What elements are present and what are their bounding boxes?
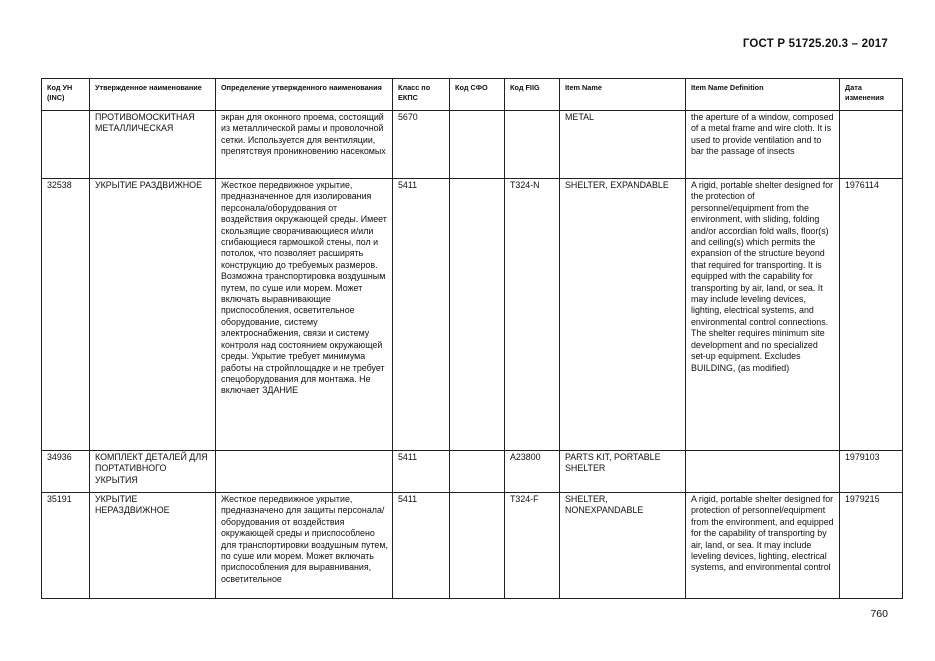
cell-name-ru: КОМПЛЕКТ ДЕТАЛЕЙ ДЛЯ ПОРТАТИВНОГО УКРЫТИЯ (90, 451, 216, 493)
cell-name-ru: УКРЫТИЕ НЕРАЗДВИЖНОЕ (90, 493, 216, 599)
col-header-fiig: Код FIIG (505, 79, 560, 111)
table-row (42, 451, 903, 493)
cell-definition-ru: Жесткое передвижное укрытие, предназначено для защиты персонала/оборудования от воздействия окружающей среды и приспособлено для транспортировки воздушным путем, по суше или морем. Может включать приспособления для выравнивания, осветительное (221, 494, 388, 584)
cell-fiig: T324-F (505, 493, 560, 599)
cell-ekps: 5411 (393, 451, 450, 493)
cell-inc: 32538 (42, 179, 90, 451)
cell-item-name: SHELTER, NONEXPANDABLE (560, 493, 686, 599)
cell-definition-ru (216, 451, 393, 493)
col-header-item-name: Item Name (560, 79, 686, 111)
catalog-table (41, 78, 903, 599)
cell-name-ru: ПРОТИВОМОСКИТНАЯ МЕТАЛЛИЧЕСКАЯ (90, 111, 216, 179)
cell-item-definition: A rigid, portable shelter designed for protection of personnel/equipment from the environment, and equipped for the capability of transporting by air, land, or sea. It may include leveling devices, lighting, electrical systems, and environmental control (691, 494, 834, 573)
cell-date: 1979215 (840, 493, 903, 599)
cell-inc: 34936 (42, 451, 90, 493)
cell-inc (42, 111, 90, 179)
table-row (42, 111, 903, 179)
cell-inc: 35191 (42, 493, 90, 599)
cell-ekps: 5411 (393, 179, 450, 451)
col-header-name-ru: Утвержденное наименование (90, 79, 216, 111)
cell-sfo (450, 179, 505, 451)
cell-definition-ru: экран для оконного проема, состоящий из металлической рамы и проволочной сетки. Используется для вентиляции, препятствуя проникновению насекомых (216, 111, 393, 179)
col-header-sfo: Код СФО (450, 79, 505, 111)
col-header-definition-ru: Определение утвержденного наименования (216, 79, 393, 111)
table-row (42, 493, 903, 599)
cell-ekps: 5670 (393, 111, 450, 179)
cell-item-definition: A rigid, portable shelter designed for the protection of personnel/equipment from the environment, with sliding, folding and/or accordian fold walls, floor(s) and ceiling(s) which permits the expansion of the structure beyond that required for transporting. It is equipped with the capability for transporting by air, land, or sea. It may include leveling devices, lighting, electrical systems, and environmental control connections. The shelter requires minimum site development and no specialized set-up equipment. Excludes BUILDING, (as modified) (686, 179, 840, 451)
cell-fiig: A23800 (505, 451, 560, 493)
cell-item-name: PARTS KIT, PORTABLE SHELTER (560, 451, 686, 493)
cell-name-ru: УКРЫТИЕ РАЗДВИЖНОЕ (90, 179, 216, 451)
col-header-item-definition: Item Name Definition (686, 79, 840, 111)
table-row (42, 179, 903, 451)
col-header-date: Дата изменения (840, 79, 903, 111)
cell-date (840, 111, 903, 179)
cell-definition-ru: Жесткое передвижное укрытие, предназначенное для изолирования персонала/оборудования от воздействия окружающей среды. Имеет скользящие сворачивающиеся и/или сгибающиеся гармошкой стены, пол и потолок, что позволяет расширять конструкцию до требуемых размеров. Возможна транспортировка воздушным путем, по суше или морем. Может включать выравнивающие приспособления, осветительное оборудование, систему электроснабжения, связи и систему контроля над состоянием окружающей среды. Укрытие требует минимума работы на стройплощадке и не требует спецоборудования для монтажа. Не включает ЗДАНИЕ (216, 179, 393, 451)
cell-fiig: T324-N (505, 179, 560, 451)
cell-item-definition: the aperture of a window, composed of a metal frame and wire cloth. It is used to provide ventilation and to bar the passage of insects (686, 111, 840, 179)
col-header-ekps: Класс по ЕКПС (393, 79, 450, 111)
cell-date: 1976114 (840, 179, 903, 451)
document-standard-header: ГОСТ Р 51725.20.3 – 2017 (742, 38, 888, 50)
col-header-inc: Код УН (INC) (42, 79, 90, 111)
page-number: 760 (870, 608, 888, 620)
cell-fiig (505, 111, 560, 179)
cell-item-name: METAL (560, 111, 686, 179)
cell-ekps: 5411 (393, 493, 450, 599)
cell-date: 1979103 (840, 451, 903, 493)
cell-item-name: SHELTER, EXPANDABLE (560, 179, 686, 451)
table-header-row (42, 79, 903, 111)
cell-sfo (450, 111, 505, 179)
cell-sfo (450, 451, 505, 493)
cell-item-definition (686, 451, 840, 493)
cell-sfo (450, 493, 505, 599)
